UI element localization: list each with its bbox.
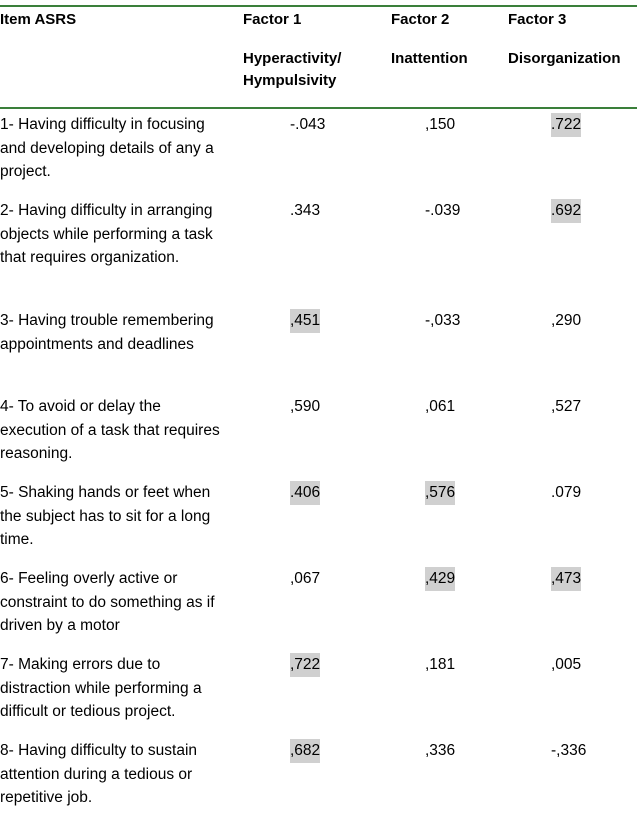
item-text: 7- Making errors due to distraction while performing a difficult or tedious project. <box>0 656 202 720</box>
header-factor2 <box>391 9 501 70</box>
header-factor1 <box>243 9 383 92</box>
factor1-value: ,682 <box>290 739 320 763</box>
factor3-value: .722 <box>551 113 581 137</box>
factor1-value: .343 <box>290 202 321 219</box>
item-text: 1- Having difficulty in focusing and developing details of any a project. <box>0 116 214 180</box>
factor2-value: ,429 <box>425 567 455 591</box>
factor3-value: .079 <box>551 484 582 501</box>
factor1-value: ,067 <box>290 570 321 587</box>
header-item-asrs <box>0 9 230 31</box>
header-factor2-sublabel: Inattention <box>391 50 468 67</box>
factor3-value: -,336 <box>551 742 587 759</box>
table-top-rule <box>0 5 637 7</box>
factor2-value: ,576 <box>425 481 455 505</box>
header-item-label: Item ASRS <box>0 11 77 28</box>
factor3-value: ,473 <box>551 567 581 591</box>
factor1-value: ,722 <box>290 653 320 677</box>
factor3-value: .692 <box>551 199 581 223</box>
factor1-value: ,590 <box>290 398 321 415</box>
factor3-value: ,005 <box>551 656 582 673</box>
header-factor3-sublabel: Disorganization <box>508 50 621 67</box>
factor2-value: ,336 <box>425 742 456 759</box>
header-factor2-label: Factor 2 <box>391 11 450 28</box>
factor2-value: -,033 <box>425 312 461 329</box>
item-text: 5- Shaking hands or feet when the subject has to sit for a long time. <box>0 484 211 548</box>
header-bottom-rule <box>0 107 637 109</box>
header-factor3-label: Factor 3 <box>508 11 567 28</box>
factor2-value: ,150 <box>425 116 456 133</box>
factor2-value: ,061 <box>425 398 456 415</box>
factor2-value: -.039 <box>425 202 461 219</box>
factor3-value: ,527 <box>551 398 582 415</box>
item-text: 4- To avoid or delay the execution of a task that requires reasoning. <box>0 398 220 462</box>
factor3-value: ,290 <box>551 312 582 329</box>
header-factor1-label: Factor 1 <box>243 11 302 28</box>
factor1-value: ,451 <box>290 309 320 333</box>
factor1-value: .406 <box>290 481 320 505</box>
item-text: 2- Having difficulty in arranging objects while performing a task that requires organization. <box>0 202 213 266</box>
header-factor1-sublabel: Hyperactivity/ Hympulsivity <box>243 50 342 89</box>
header-factor3 <box>508 9 630 70</box>
factor1-value: -.043 <box>290 116 326 133</box>
item-text: 3- Having trouble remembering appointments and deadlines <box>0 312 214 353</box>
factor2-value: ,181 <box>425 656 456 673</box>
item-text: 6- Feeling overly active or constraint to do something as if driven by a motor <box>0 570 215 634</box>
item-text: 8- Having difficulty to sustain attention during a tedious or repetitive job. <box>0 742 198 806</box>
